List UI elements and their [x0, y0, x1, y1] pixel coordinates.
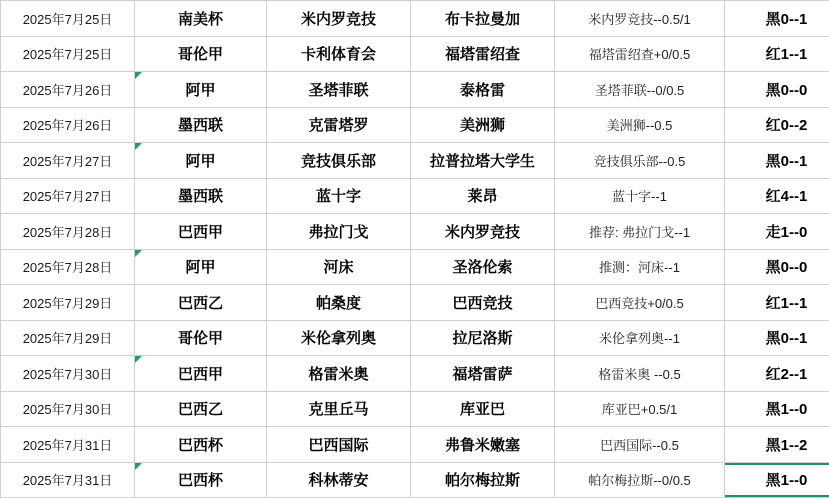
- table-row: [1, 249, 829, 285]
- table-row: [1, 285, 829, 321]
- cell-home-team: 克里丘马: [267, 391, 411, 427]
- cell-league: 巴西杯: [135, 462, 267, 498]
- table-row: [1, 178, 829, 214]
- cell-away-team: 布卡拉曼加: [411, 1, 555, 37]
- cell-home-team: 竞技俱乐部: [267, 143, 411, 179]
- cell-home-team: 科林蒂安: [267, 462, 411, 498]
- cell-result: 黑1--0: [725, 391, 829, 427]
- cell-league: 南美杯: [135, 1, 267, 37]
- cell-tip: 米内罗竞技--0.5/1: [555, 1, 725, 37]
- cell-tip: 格雷米奥 --0.5: [555, 356, 725, 392]
- cell-result: 黑0--0: [725, 72, 829, 108]
- cell-home-team: 巴西国际: [267, 427, 411, 463]
- cell-home-team: 米伦拿列奥: [267, 320, 411, 356]
- cell-league: 阿甲: [135, 143, 267, 179]
- table-row: [1, 72, 829, 108]
- cell-tip: 库亚巴+0.5/1: [555, 391, 725, 427]
- cell-date: 2025年7月27日: [1, 178, 135, 214]
- cell-league: 哥伦甲: [135, 320, 267, 356]
- cell-result: 黑0--0: [725, 249, 829, 285]
- cell-away-team: 库亚巴: [411, 391, 555, 427]
- cell-league: 阿甲: [135, 72, 267, 108]
- cell-home-team: 帕桑度: [267, 285, 411, 321]
- cell-home-team: 河床: [267, 249, 411, 285]
- cell-league: 巴西甲: [135, 214, 267, 250]
- cell-home-team: 弗拉门戈: [267, 214, 411, 250]
- cell-home-team: 米内罗竞技: [267, 1, 411, 37]
- cell-date: 2025年7月28日: [1, 249, 135, 285]
- cell-home-team: 圣塔菲联: [267, 72, 411, 108]
- cell-tip: 巴西国际--0.5: [555, 427, 725, 463]
- cell-home-team: 克雷塔罗: [267, 107, 411, 143]
- cell-tip: 福塔雷绍查+0/0.5: [555, 36, 725, 72]
- cell-date: 2025年7月30日: [1, 356, 135, 392]
- cell-league: 巴西乙: [135, 391, 267, 427]
- cell-away-team: 福塔雷绍查: [411, 36, 555, 72]
- cell-league: 阿甲: [135, 249, 267, 285]
- cell-tip: 帕尔梅拉斯--0/0.5: [555, 462, 725, 498]
- cell-league: 哥伦甲: [135, 36, 267, 72]
- cell-away-team: 福塔雷萨: [411, 356, 555, 392]
- cell-away-team: 拉普拉塔大学生: [411, 143, 555, 179]
- table-row: [1, 1, 829, 37]
- cell-tip: 米伦拿列奥--1: [555, 320, 725, 356]
- cell-result: 黑1--0: [725, 462, 829, 498]
- cell-result: 红2--1: [725, 356, 829, 392]
- cell-away-team: 圣洛伦索: [411, 249, 555, 285]
- table-row: [1, 356, 829, 392]
- cell-home-team: 格雷米奥: [267, 356, 411, 392]
- cell-date: 2025年7月29日: [1, 320, 135, 356]
- cell-result: 黑0--1: [725, 1, 829, 37]
- cell-date: 2025年7月30日: [1, 391, 135, 427]
- cell-result: 红1--1: [725, 36, 829, 72]
- cell-league: 墨西联: [135, 107, 267, 143]
- table-row: [1, 462, 829, 498]
- cell-date: 2025年7月29日: [1, 285, 135, 321]
- cell-tip: 推荐: 弗拉门戈--1: [555, 214, 725, 250]
- cell-date: 2025年7月26日: [1, 107, 135, 143]
- cell-away-team: 美洲狮: [411, 107, 555, 143]
- cell-league: 巴西甲: [135, 356, 267, 392]
- cell-league: 巴西乙: [135, 285, 267, 321]
- cell-away-team: 拉尼洛斯: [411, 320, 555, 356]
- table-row: [1, 427, 829, 463]
- cell-date: 2025年7月28日: [1, 214, 135, 250]
- cell-date: 2025年7月31日: [1, 462, 135, 498]
- cell-away-team: 泰格雷: [411, 72, 555, 108]
- cell-away-team: 帕尔梅拉斯: [411, 462, 555, 498]
- table-row: [1, 143, 829, 179]
- cell-result: 红0--2: [725, 107, 829, 143]
- cell-result: 黑0--1: [725, 143, 829, 179]
- cell-home-team: 蓝十字: [267, 178, 411, 214]
- cell-date: 2025年7月25日: [1, 1, 135, 37]
- cell-away-team: 米内罗竞技: [411, 214, 555, 250]
- cell-tip: 推测：河床--1: [555, 249, 725, 285]
- table-row: [1, 36, 829, 72]
- cell-date: 2025年7月27日: [1, 143, 135, 179]
- table-row: [1, 320, 829, 356]
- table-row: [1, 107, 829, 143]
- cell-result: 红1--1: [725, 285, 829, 321]
- cell-tip: 巴西竞技+0/0.5: [555, 285, 725, 321]
- cell-tip: 竞技俱乐部--0.5: [555, 143, 725, 179]
- cell-tip: 圣塔菲联--0/0.5: [555, 72, 725, 108]
- cell-date: 2025年7月26日: [1, 72, 135, 108]
- cell-home-team: 卡利体育会: [267, 36, 411, 72]
- cell-away-team: 莱昂: [411, 178, 555, 214]
- cell-league: 巴西杯: [135, 427, 267, 463]
- cell-away-team: 弗鲁米嫩塞: [411, 427, 555, 463]
- cell-result: 走1--0: [725, 214, 829, 250]
- table-body: [1, 1, 829, 498]
- cell-tip: 蓝十字--1: [555, 178, 725, 214]
- cell-tip: 美洲狮--0.5: [555, 107, 725, 143]
- cell-date: 2025年7月25日: [1, 36, 135, 72]
- table-row: [1, 214, 829, 250]
- cell-away-team: 巴西竞技: [411, 285, 555, 321]
- table-row: [1, 391, 829, 427]
- cell-result: 黑1--2: [725, 427, 829, 463]
- cell-result: 红4--1: [725, 178, 829, 214]
- cell-date: 2025年7月31日: [1, 427, 135, 463]
- cell-league: 墨西联: [135, 178, 267, 214]
- cell-result: 黑0--1: [725, 320, 829, 356]
